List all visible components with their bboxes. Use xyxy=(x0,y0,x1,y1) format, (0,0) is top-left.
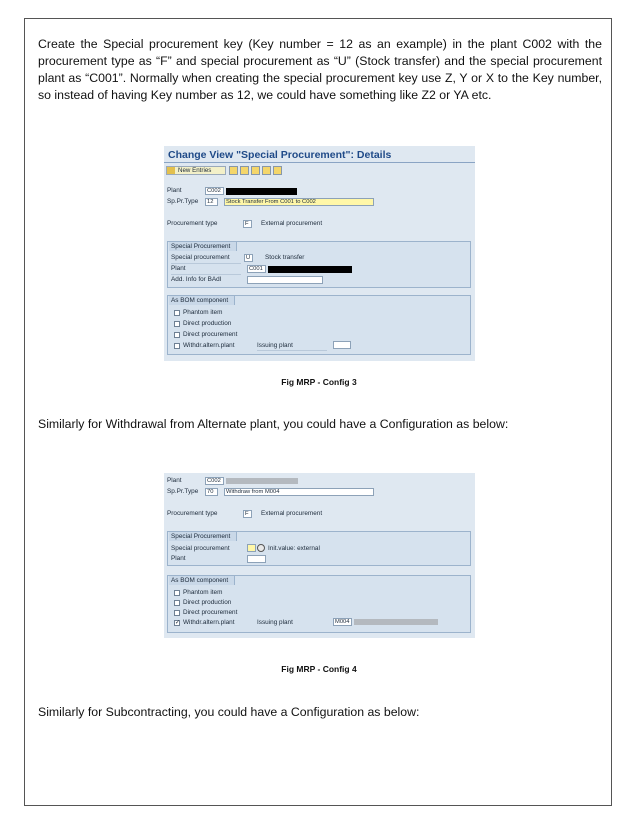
special-plant-label: Plant xyxy=(171,555,186,562)
redacted-plant-name xyxy=(226,478,298,484)
subcontracting-paragraph: Similarly for Subcontracting, you could have a Configuration as below: xyxy=(38,705,420,719)
copy-icon[interactable] xyxy=(229,166,238,175)
special-procurement-group-title: Special Procurement xyxy=(169,242,237,251)
sap-screenshot-config-4 xyxy=(164,473,475,638)
special-procurement-group xyxy=(167,531,471,566)
redacted-plant-name xyxy=(226,188,297,195)
special-plant-field[interactable] xyxy=(247,555,266,563)
procurement-type-description: External procurement xyxy=(261,220,323,227)
page-border xyxy=(24,18,612,806)
sap-screenshot-config-3 xyxy=(164,146,475,361)
direct-production-label: Direct production xyxy=(183,320,232,327)
procurement-type-label: Procurement type xyxy=(167,220,218,227)
issuing-plant-label: Issuing plant xyxy=(257,619,293,626)
phantom-item-checkbox[interactable] xyxy=(174,590,180,596)
withdr-altern-plant-label: Withdr.altern.plant xyxy=(183,342,235,349)
issuing-plant-field[interactable] xyxy=(333,341,351,349)
special-procurement-description: Init.value: external xyxy=(268,545,320,552)
row-divider xyxy=(257,350,327,351)
sp-type-description-field[interactable]: Withdraw from M004 xyxy=(224,488,374,496)
issuing-plant-field[interactable]: M004 xyxy=(333,618,352,626)
sp-type-field[interactable]: 70 xyxy=(205,488,218,496)
special-procurement-field[interactable]: U xyxy=(244,254,253,262)
special-procurement-label: Special procurement xyxy=(171,545,230,552)
intro-paragraph: Create the Special procurement key (Key number = 12 as an example) in the plant C002 with the procurement type as “F” and special procurement as “U” (Stock transfer) and the special procurement plant as “C001”. Normally when creating the special procurement key use Z, Y or X to the Key number, so instead of having Key number as 12, we could have something like Z2 or YA etc. xyxy=(38,37,602,102)
plant-field[interactable]: C002 xyxy=(205,187,224,195)
plant-label: Plant xyxy=(167,477,182,484)
new-entries-button[interactable] xyxy=(166,166,226,175)
row-divider xyxy=(171,274,241,275)
redacted-issuing-plant-name xyxy=(354,619,438,625)
sp-type-field[interactable]: 12 xyxy=(205,198,218,206)
special-plant-label: Plant xyxy=(171,265,186,272)
previous-entry-icon[interactable] xyxy=(262,166,271,175)
phantom-item-label: Phantom item xyxy=(183,589,223,596)
sap-window-title: Change View "Special Procurement": Details xyxy=(168,149,392,161)
plant-label: Plant xyxy=(167,187,182,194)
bom-component-group-title: As BOM component xyxy=(169,296,235,305)
direct-procurement-label: Direct procurement xyxy=(183,609,238,616)
sp-type-label: Sp.Pr.Type xyxy=(167,198,199,205)
special-procurement-label: Special procurement xyxy=(171,254,230,261)
withdr-altern-plant-checkbox[interactable]: ✓ xyxy=(175,620,181,626)
issuing-plant-label: Issuing plant xyxy=(257,342,293,349)
figure-caption-config-4: Fig MRP - Config 4 xyxy=(281,664,357,674)
withdr-altern-plant-label: Withdr.altern.plant xyxy=(183,619,235,626)
direct-procurement-checkbox[interactable] xyxy=(174,610,180,616)
next-entry-icon[interactable] xyxy=(273,166,282,175)
redacted-special-plant-name xyxy=(268,266,352,273)
phantom-item-label: Phantom item xyxy=(183,309,223,316)
plant-field[interactable]: C002 xyxy=(205,477,224,485)
withdrawal-paragraph: Similarly for Withdrawal from Alternate plant, you could have a Configuration as below: xyxy=(38,417,509,431)
phantom-item-checkbox[interactable] xyxy=(174,310,180,316)
sp-type-label: Sp.Pr.Type xyxy=(167,488,199,495)
bom-component-group xyxy=(167,575,471,633)
bom-component-group xyxy=(167,295,471,355)
undo-icon[interactable] xyxy=(251,166,260,175)
procurement-type-label: Procurement type xyxy=(167,510,218,517)
direct-procurement-label: Direct procurement xyxy=(183,331,238,338)
direct-procurement-checkbox[interactable] xyxy=(174,332,180,338)
procurement-type-field[interactable]: F xyxy=(243,220,252,228)
special-plant-field[interactable]: C001 xyxy=(247,265,266,273)
delete-icon[interactable] xyxy=(240,166,249,175)
row-divider xyxy=(171,263,241,264)
withdr-altern-plant-checkbox[interactable] xyxy=(174,343,180,349)
direct-production-label: Direct production xyxy=(183,599,232,606)
procurement-type-field[interactable]: F xyxy=(243,510,252,518)
search-help-icon[interactable] xyxy=(257,544,265,552)
pencil-icon xyxy=(167,167,175,174)
new-entries-label: New Entries xyxy=(178,167,212,174)
badi-info-label: Add. Info for BAdI xyxy=(171,276,222,283)
special-procurement-field[interactable] xyxy=(247,544,256,552)
procurement-type-description: External procurement xyxy=(261,510,323,517)
special-procurement-group-title: Special Procurement xyxy=(169,532,237,541)
special-procurement-group xyxy=(167,241,471,288)
figure-caption-config-3: Fig MRP - Config 3 xyxy=(281,377,357,387)
title-divider xyxy=(164,162,475,163)
direct-production-checkbox[interactable] xyxy=(174,600,180,606)
direct-production-checkbox[interactable] xyxy=(174,321,180,327)
badi-info-field[interactable] xyxy=(247,276,323,284)
bom-component-group-title: As BOM component xyxy=(169,576,235,585)
sp-type-description-field[interactable]: Stock Transfer From C001 to C002 xyxy=(224,198,374,206)
special-procurement-description: Stock transfer xyxy=(265,254,305,261)
